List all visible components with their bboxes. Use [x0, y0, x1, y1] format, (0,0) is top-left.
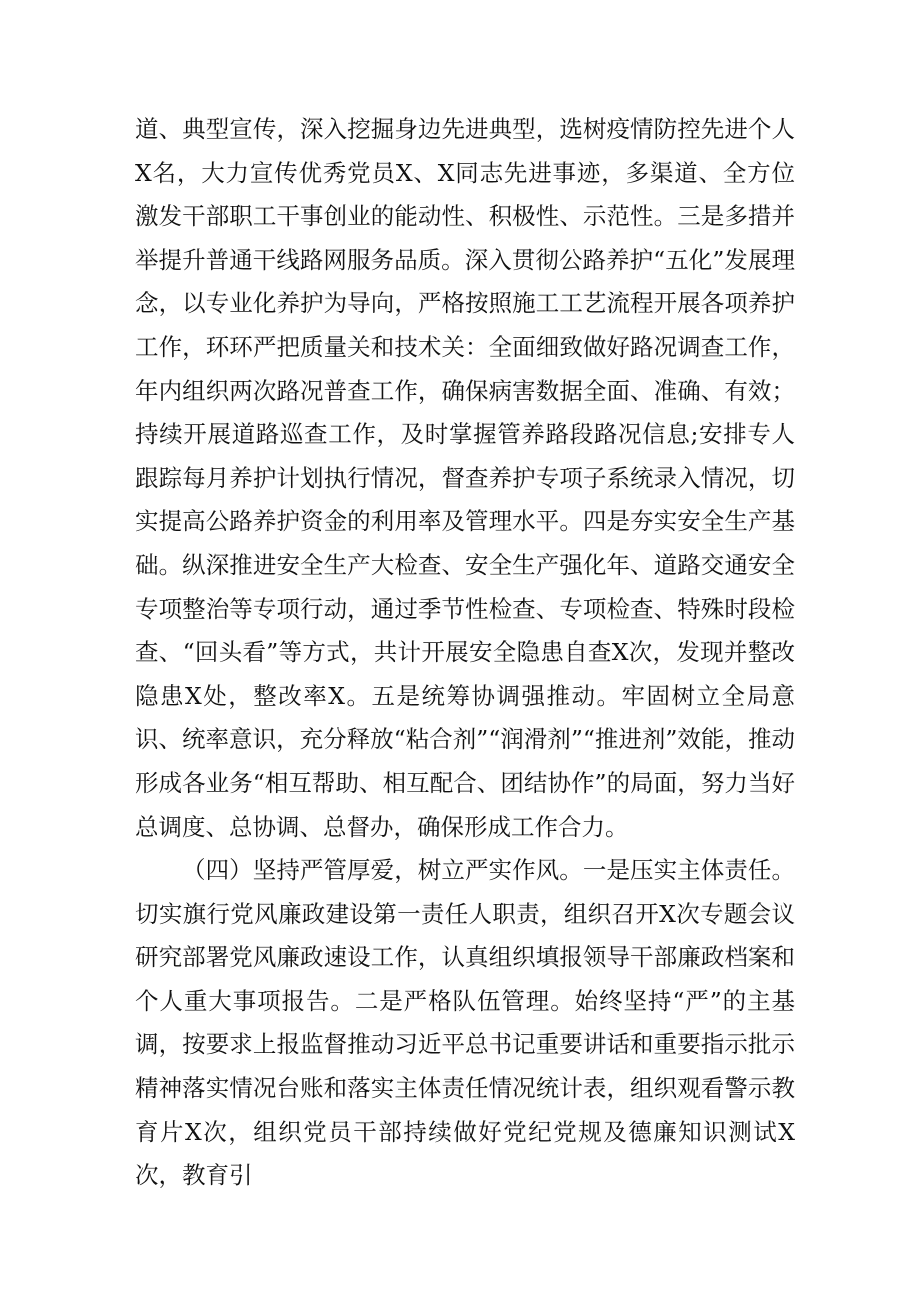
document-body: [135, 108, 795, 1198]
paragraph-section-four: （四）坚持严管厚爱，树立严实作风。一是压实主体责任。切实旗行党风廉政建设第一责任人职责，组织召开X次专题会议研究部署党风廉政速设工作，认真组织填报领导干部廉政档案和个人重大事项报告。二是严格队伍管理。始终坚持“严”的主基调，按要求上报监督推动习近平总书记重要讲话和重要指示批示精神落实情况台账和落实主体责任情况统计表，组织观看警示教育片X次，组织党员干部持续做好党纪党规及德廉知识测试X次，教育引: [135, 856, 795, 1190]
paragraph-continuation: 道、典型宣传，深入挖掘身边先进典型，选树疫情防控先进个人X名，大力宣传优秀党员X、X同志先进事迹，多渠道、全方位激发干部职工干事创业的能动性、积极性、示范性。三是多措并举提升普通干线路网服务品质。深入贯彻公路养护“五化”发展理念，以专业化养护为导向，严格按照施工工艺流程开展各项养护工作，环环严把质量关和技术关：全面细致做好路况调查工作，年内组织两次路况普查工作，确保病害数据全面、准确、有效；持续开展道路巡查工作，及时掌握管养路段路况信息;安排专人跟踪每月养护计划执行情况，督查养护专项子系统录入情况，切实提高公路养护资金的利用率及管理水平。四是夯实安全生产基础。纵深推进安全生产大检查、安全生产强化年、道路交通安全专项整治等专项行动，通过季节性检查、专项检查、特殊时段检查、“回头看”等方式，共计开展安全隐患自查X次，发现并整改隐患X处，整改率X。五是统筹协调强推动。牢固树立全局意识、统率意识，充分释放“粘合剂”“润滑剂”“推进剂”效能，推动形成各业务“相互帮助、相互配合、团结协作”的局面，努力当好总调度、总协调、总督办，确保形成工作合力。: [135, 115, 795, 841]
